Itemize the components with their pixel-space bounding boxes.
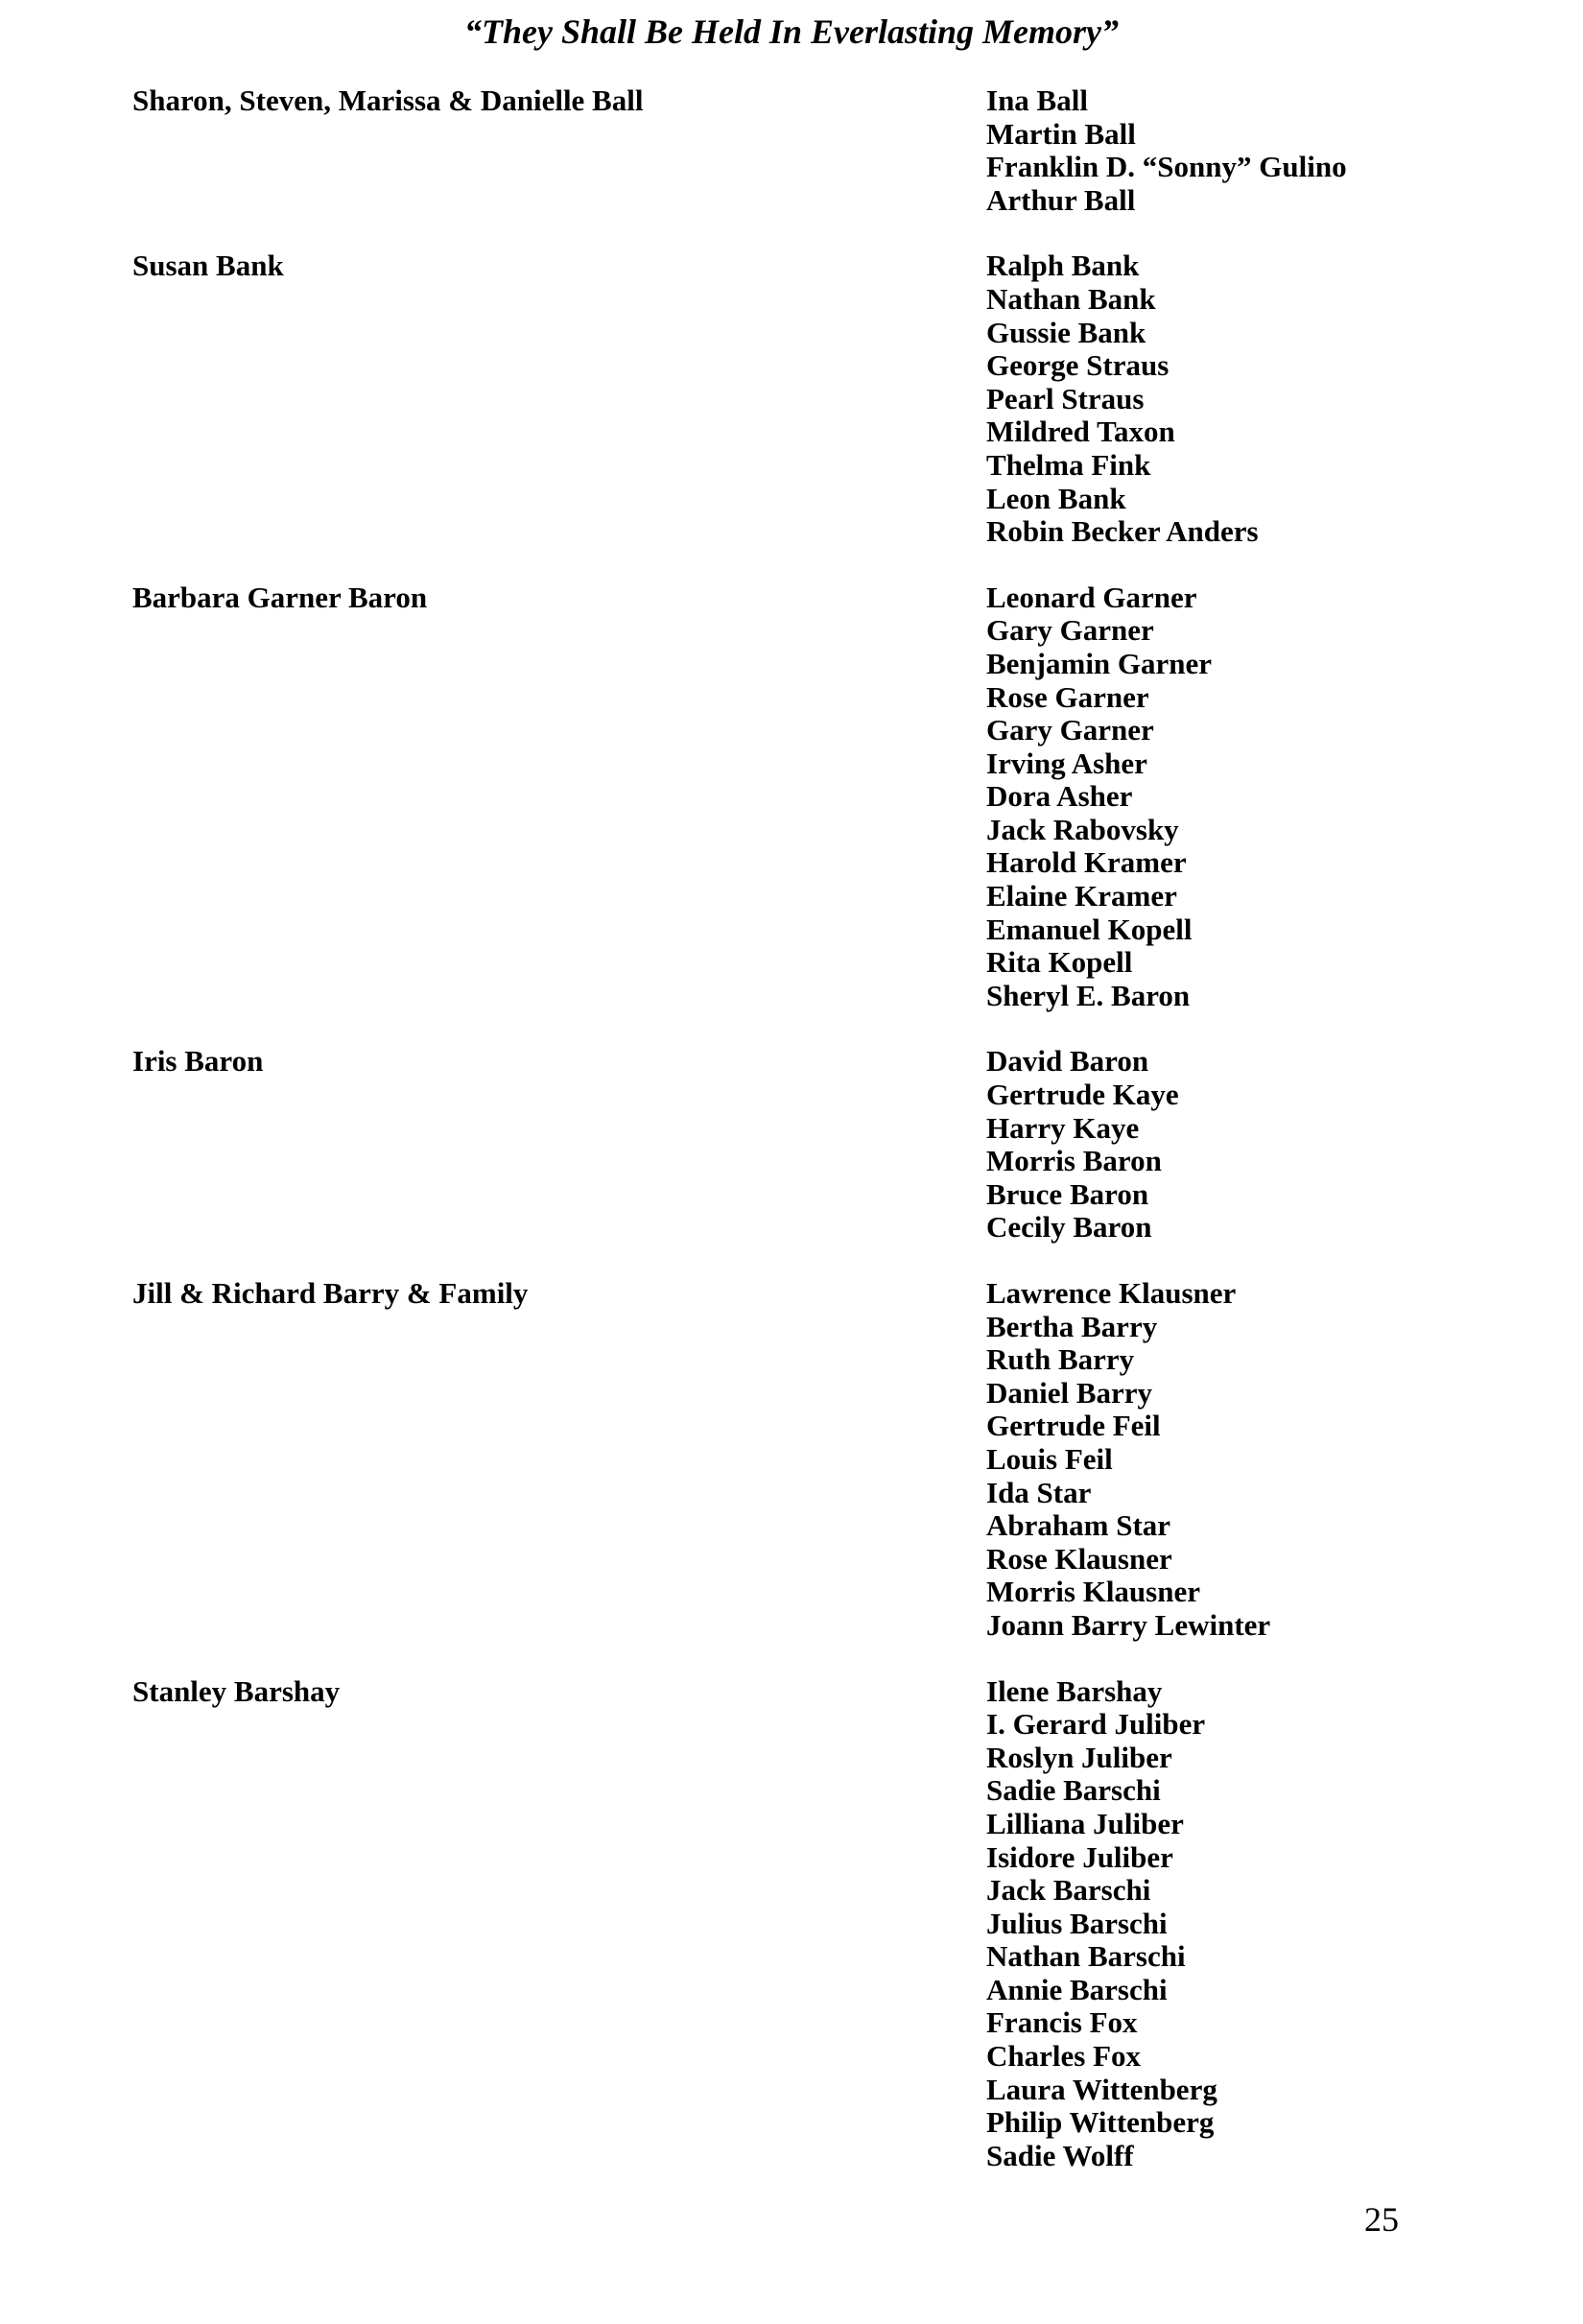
honoree-name: Sadie Wolff xyxy=(986,2138,1134,2172)
honoree-name: Pearl Straus xyxy=(986,381,1145,415)
honoree-list xyxy=(986,581,1456,1013)
honoree-name: Louis Feil xyxy=(986,1441,1113,1476)
memorial-entry xyxy=(132,249,1456,548)
honoree-name: Rita Kopell xyxy=(986,945,1133,980)
honoree-name: Morris Baron xyxy=(986,1144,1162,1178)
honoree-name: Irving Asher xyxy=(986,746,1147,780)
honoree-name: Joann Barry Lewinter xyxy=(986,1607,1271,1642)
honoree-name: George Straus xyxy=(986,348,1170,383)
honoree-name: Leon Bank xyxy=(986,481,1126,515)
honoree-name: Ida Star xyxy=(986,1475,1092,1509)
honoree-name: Isidore Juliber xyxy=(986,1839,1173,1874)
honoree-name: Abraham Star xyxy=(986,1508,1171,1543)
honoree-list xyxy=(986,249,1456,548)
honoree-name: Sheryl E. Baron xyxy=(986,978,1191,1012)
memorial-entry xyxy=(132,581,1456,1013)
honoree-name: Rose Garner xyxy=(986,679,1149,714)
honoree-name: Dora Asher xyxy=(986,779,1133,814)
honoree-name: Rose Klausner xyxy=(986,1541,1172,1576)
honoree-name: Martin Ball xyxy=(986,116,1136,151)
honoree-name: Gary Garner xyxy=(986,713,1154,747)
honoree-name: Charles Fox xyxy=(986,2039,1142,2074)
honoree-name: Arthur Ball xyxy=(986,182,1136,217)
honoree-name: Mildred Taxon xyxy=(986,415,1175,449)
honoree-name: Gertrude Kaye xyxy=(986,1078,1179,1112)
honoree-name: Lilliana Juliber xyxy=(986,1806,1184,1840)
honoree-name: Emanuel Kopell xyxy=(986,912,1193,946)
donor-name: Stanley Barshay xyxy=(132,1673,341,1708)
honoree-name: Ruth Barry xyxy=(986,1342,1135,1377)
honoree-name: Lawrence Klausner xyxy=(986,1276,1237,1310)
donor-name: Jill & Richard Barry & Family xyxy=(132,1276,529,1310)
honoree-name: Laura Wittenberg xyxy=(986,2072,1217,2106)
honoree-name: Thelma Fink xyxy=(986,447,1151,482)
honoree-name: Ina Ball xyxy=(986,83,1088,117)
honoree-name: Harold Kramer xyxy=(986,845,1187,880)
honoree-name: Bruce Baron xyxy=(986,1176,1149,1211)
memorial-entry xyxy=(132,1277,1456,1643)
honoree-name: Jack Rabovsky xyxy=(986,812,1179,846)
honoree-name: Harry Kaye xyxy=(986,1110,1140,1145)
honoree-name: Gussie Bank xyxy=(986,315,1146,349)
honoree-name: Ralph Bank xyxy=(986,249,1140,283)
honoree-name: Elaine Kramer xyxy=(986,879,1177,913)
memorial-list xyxy=(132,84,1456,2205)
honoree-list xyxy=(986,1277,1456,1643)
page-number: 25 xyxy=(1364,2200,1399,2239)
honoree-name: Franklin D. “Sonny” Gulino xyxy=(986,150,1347,184)
honoree-name: Annie Barschi xyxy=(986,1972,1168,2006)
donor-name: Iris Baron xyxy=(132,1044,264,1079)
donor-name: Sharon, Steven, Marissa & Danielle Ball xyxy=(132,83,644,117)
honoree-name: Daniel Barry xyxy=(986,1375,1153,1410)
donor-name: Susan Bank xyxy=(132,249,284,283)
page-title: “They Shall Be Held In Everlasting Memory” xyxy=(463,12,1119,51)
honoree-name: Nathan Barschi xyxy=(986,1939,1186,1974)
honoree-list xyxy=(986,1675,1456,2173)
honoree-name: Ilene Barshay xyxy=(986,1673,1163,1708)
honoree-name: Morris Klausner xyxy=(986,1575,1200,1609)
memorial-entry xyxy=(132,1675,1456,2173)
honoree-name: Gary Garner xyxy=(986,613,1154,648)
honoree-list xyxy=(986,84,1456,217)
honoree-name: Cecily Baron xyxy=(986,1210,1152,1245)
honoree-name: Sadie Barschi xyxy=(986,1773,1161,1808)
honoree-name: Gertrude Feil xyxy=(986,1409,1161,1443)
honoree-name: Nathan Bank xyxy=(986,281,1156,316)
honoree-name: Francis Fox xyxy=(986,2005,1138,2040)
honoree-name: Leonard Garner xyxy=(986,580,1197,614)
honoree-name: Bertha Barry xyxy=(986,1309,1158,1343)
honoree-name: Julius Barschi xyxy=(986,1906,1168,1940)
memorial-entry xyxy=(132,1045,1456,1245)
honoree-list xyxy=(986,1045,1456,1245)
honoree-name: I. Gerard Juliber xyxy=(986,1707,1206,1742)
honoree-name: Robin Becker Anders xyxy=(986,514,1259,549)
honoree-name: Roslyn Juliber xyxy=(986,1740,1172,1774)
honoree-name: Jack Barschi xyxy=(986,1873,1151,1908)
donor-name: Barbara Garner Baron xyxy=(132,580,428,614)
honoree-name: David Baron xyxy=(986,1044,1149,1079)
honoree-name: Philip Wittenberg xyxy=(986,2105,1215,2140)
memorial-entry xyxy=(132,84,1456,217)
honoree-name: Benjamin Garner xyxy=(986,646,1213,680)
